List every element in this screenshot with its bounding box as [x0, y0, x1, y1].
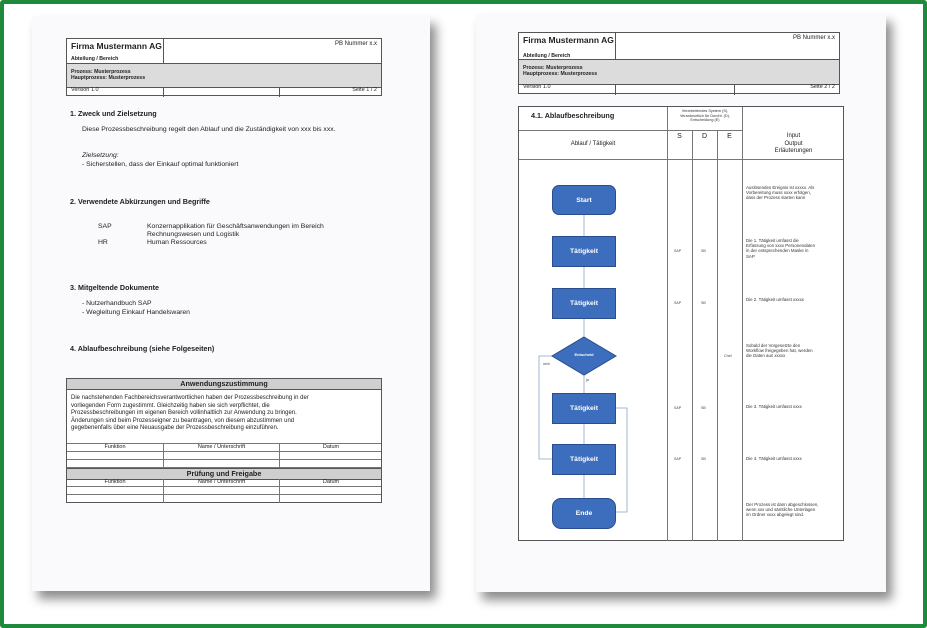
process-name: Prozess: Musterprozess	[71, 69, 131, 75]
row-system: SAP	[674, 406, 682, 410]
goal-label: Zielsetzung:	[82, 152, 119, 159]
department-label: Abteilung / Bereich	[523, 53, 571, 59]
flow-decision-label: Entscheid	[574, 352, 594, 357]
review-col-function: Funktion	[104, 479, 126, 485]
row-notes: Die 2. Tätigkeit umfasst xxxxx	[746, 297, 804, 302]
version-label: Version 1.0	[71, 87, 99, 93]
department-label: Abteilung / Bereich	[71, 56, 119, 62]
row-responsible: SB	[701, 249, 706, 253]
row-notes: Die 1. Tätigkeit umfasst die Erfassung von xxxx Personendaten in der entsprechenden Maske in SAP	[746, 238, 816, 259]
table-title: 4.1. Ablaufbeschreibung	[531, 111, 615, 120]
pb-number: PB Nummer x.x	[792, 35, 835, 41]
col-s: S	[677, 133, 682, 140]
col-activity: Ablauf / Tätigkeit	[570, 141, 616, 147]
pb-number: PB Nummer x.x	[334, 41, 377, 47]
document-page-1	[32, 16, 430, 591]
row-notes: Auslösendes Ereignis ist xxxxx. Als Vorbereitung muss xxxx erfolgen, dass der Prozess starten kann	[746, 185, 815, 201]
page-header	[66, 38, 382, 96]
flow-end: Ende	[552, 498, 616, 529]
section-4-title: 4. Ablaufbeschreibung (siehe Folgeseiten)	[70, 344, 215, 353]
column-legend: Verarbeitendes System (S), Verantwortlich für Durchf. (D), Entscheidung (E)	[679, 109, 730, 123]
document-page-2	[476, 14, 886, 592]
flow-task-3: Tätigkeit	[552, 393, 616, 424]
flowchart-connectors	[519, 107, 667, 541]
approval-title: Anwendungszustimmung	[67, 379, 381, 390]
row-system: SAP	[674, 457, 682, 461]
section-1-title: 1. Zweck und Zielsetzung	[70, 109, 157, 118]
row-notes: Die 4. Tätigkeit umfasst xxxx	[746, 456, 802, 461]
row-notes: Sobald der Vorgesetzte den Workflow freigegeben hat, werden die Daten aus xxxxx	[746, 343, 813, 359]
row-responsible: SB	[701, 457, 706, 461]
row-notes: Der Prozess ist dann abgeschlossen, wenn xxx und sämtliche Unterlagen im Ordner xxxx abgelegt sind.	[746, 502, 819, 518]
approval-col-function: Funktion	[104, 444, 126, 450]
abbr-key-sap: SAP	[98, 223, 112, 230]
approval-col-name: Name / Unterschrift	[197, 444, 246, 450]
main-process-name: Hauptprozess: Musterprozess	[523, 71, 598, 77]
flow-task-1: Tätigkeit	[552, 236, 616, 267]
row-responsible: SB	[701, 301, 706, 305]
document-item: - Nutzerhandbuch SAP	[82, 300, 152, 307]
review-title: Prüfung und Freigabe	[67, 468, 381, 480]
process-table	[518, 106, 844, 541]
flow-task-2: Tätigkeit	[552, 288, 616, 319]
review-col-name: Name / Unterschrift	[197, 479, 246, 485]
row-system: SAP	[674, 301, 682, 305]
approval-col-date: Datum	[322, 444, 340, 450]
row-system: SAP	[674, 249, 682, 253]
abbr-def-sap-line1: Konzernapplikation für Geschäftsanwendungen im Bereich	[147, 223, 324, 230]
goal-text: - Sicherstellen, dass der Einkauf optimal funktioniert	[82, 161, 239, 168]
abbr-def-hr: Human Ressources	[147, 239, 207, 246]
row-responsible: SB	[701, 406, 706, 410]
page-number: Seite 1 / 2	[352, 87, 377, 93]
page-number: Seite 2 / 2	[810, 84, 835, 90]
approval-text: Die nachstehenden Fachbereichsverantwortlichen haben der Prozessbeschreibung in der vorliegenden Form zugestimmt. Gleichzeitig haben sie sich verpflichtet, die Prozessbeschreibungen im eigenen Bereich vollinhaltlich zur Anwendung zu bringen. Änderungen sind beim Prozesseigner zu beantragen, von diesem abzustimmen und gegebenenfalls über eine Neuausgabe der Prozessbeschreibung einzuführen.	[71, 395, 309, 432]
company-name: Firma Mustermann AG	[523, 35, 614, 45]
row-decision: Chef	[724, 354, 732, 358]
company-name: Firma Mustermann AG	[71, 41, 162, 51]
approval-table	[66, 378, 382, 503]
flow-task-4: Tätigkeit	[552, 444, 616, 475]
flow-start: Start	[552, 185, 616, 215]
document-item: - Wegleitung Einkauf Handelswaren	[82, 309, 190, 316]
section-3-title: 3. Mitgeltende Dokumente	[70, 283, 160, 292]
abbr-def-sap-line2: Rechnungswesen und Logistik	[147, 231, 240, 238]
main-process-name: Hauptprozess: Musterprozess	[71, 75, 146, 81]
row-notes: Die 3. Tätigkeit umfasst xxxx	[746, 404, 802, 409]
process-name: Prozess: Musterprozess	[523, 65, 583, 71]
col-io: Input Output Erläuterungen	[774, 133, 813, 154]
col-d: D	[701, 133, 708, 140]
flow-no-label: nein	[543, 362, 550, 366]
version-label: Version 1.0	[523, 84, 551, 90]
flow-yes-label: ja	[586, 378, 589, 382]
page-header	[518, 32, 840, 94]
abbr-key-hr: HR	[98, 239, 108, 246]
col-e: E	[727, 133, 732, 140]
review-col-date: Datum	[322, 479, 340, 485]
section-2-title: 2. Verwendete Abkürzungen und Begriffe	[70, 197, 210, 206]
section-1-text: Diese Prozessbeschreibung regelt den Ablauf und die Zuständigkeit von xxx bis xxx.	[82, 126, 336, 133]
